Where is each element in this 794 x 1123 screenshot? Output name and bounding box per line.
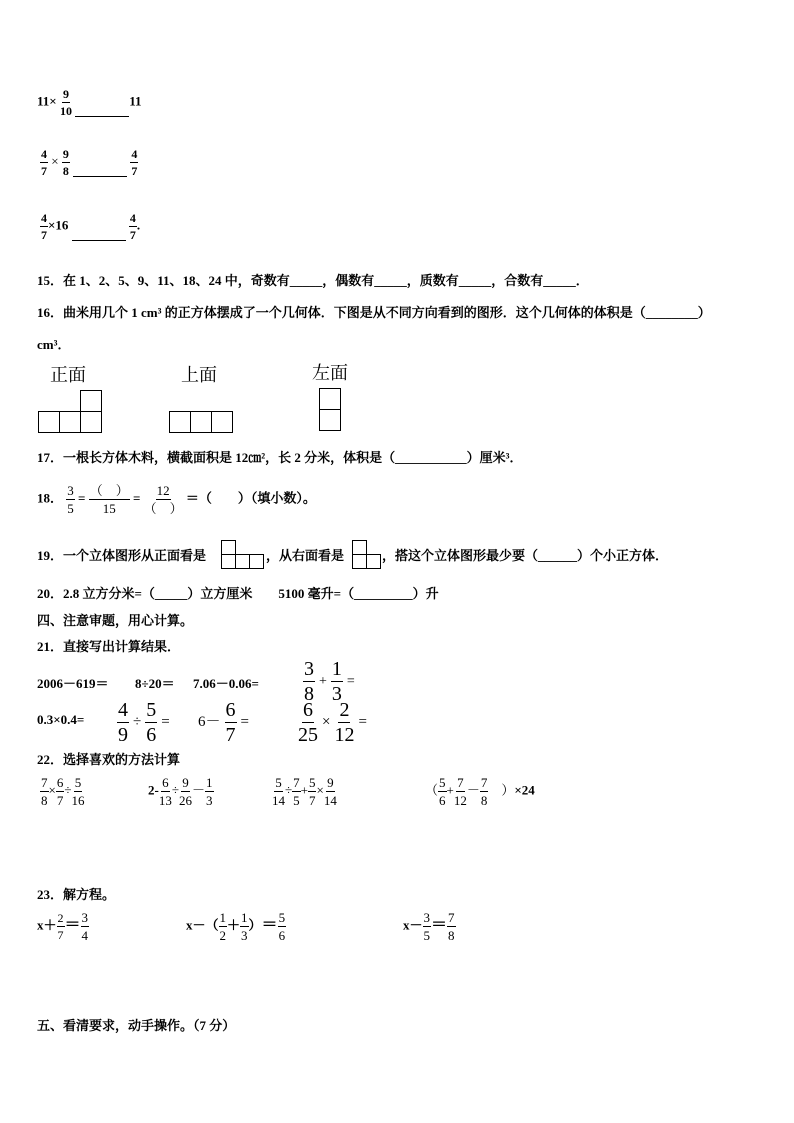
- q23-eq-3: x－ $\frac{3}{5}$ ＝ $\frac{7}{8}$: [403, 910, 455, 943]
- q23-eq-1: x＋ $\frac{2}{7}$ ＝ $\frac{3}{4}$: [37, 910, 89, 943]
- text: 11×: [37, 93, 57, 109]
- question-21-title: 21．直接写出计算结果．: [37, 639, 181, 654]
- compare-row-3: $\frac{4}{7}$ ×16 $\frac{4}{7}$ .: [41, 211, 141, 242]
- compare-row-2: $\frac{4}{7}$ × $\frac{9}{8}$ $\frac{4}{7}$: [41, 147, 138, 178]
- front-view-label: 正面: [50, 365, 86, 386]
- question-15: 15．在 1、2、5、9、11、18、24 中，奇数有_____，偶数有_____，质数有_____，合数有_____．: [37, 273, 589, 288]
- q21-expr-4: $\frac{3}{8}$ + $\frac{1}{3}$ =: [304, 658, 355, 705]
- q21-expr-7: 6－ $\frac{6}{7}$ =: [198, 699, 249, 746]
- answer-blank[interactable]: [72, 240, 126, 241]
- question-19-part3: ，搭这个立体图形最少要（______）个小正方体．: [382, 548, 669, 563]
- q22-expr-2: 2- $\frac{6}{13}$ ÷ $\frac{9}{26}$ － $\frac{1}{3}$: [148, 775, 213, 808]
- section-5-heading: 五、看清要求，动手操作。（7 分）: [37, 1018, 236, 1033]
- question-19-part2: ，从右面看是: [266, 548, 345, 563]
- question-19-part1: 19．一个立体图形从正面看是: [37, 548, 207, 563]
- question-16: 16．曲米用几个 1 cm³ 的正方体摆成了一个几何体．下图是从不同方向看到的图形．这个几何体的体积是（________）: [37, 305, 711, 320]
- fraction: $\frac{4}{7}$: [41, 211, 47, 242]
- fraction: $\frac{4}{7}$: [131, 147, 138, 178]
- fraction: $\frac{4}{7}$: [129, 211, 136, 242]
- q21-expr-2: 8÷20＝: [135, 676, 175, 691]
- answer-blank[interactable]: [75, 116, 129, 117]
- left-view-label: 左面: [312, 363, 348, 384]
- question-17: 17．一根长方体木料，横截面积是 12㎝²，长 2 分米，体积是（___________）厘米³．: [37, 450, 523, 465]
- section-4-heading: 四、注意审题，用心计算。: [37, 613, 194, 628]
- q22-expr-1: $\frac{7}{8}$ × $\frac{6}{7}$ ÷ $\frac{5}{16}$: [41, 775, 85, 808]
- fraction: $\frac{9}{10}$: [59, 87, 72, 118]
- fraction: $\frac{9}{8}$: [62, 147, 69, 178]
- question-23-title: 23．解方程。: [37, 887, 116, 902]
- q21-expr-6: $\frac{4}{9}$ ÷ $\frac{5}{6}$ =: [118, 699, 170, 746]
- q23-eq-2: x－（ $\frac{1}{2}$ ＋ $\frac{1}{3}$ ）＝ $\frac{5}{6}$: [186, 910, 286, 943]
- q22-expr-3: $\frac{5}{14}$ ÷ $\frac{7}{5}$ + $\frac{5}{7}$ × $\frac{9}{14}$: [272, 775, 337, 808]
- compare-row-1: 11× $\frac{9}{10}$ 11: [37, 87, 142, 118]
- q21-expr-3: 7.06－0.06=: [193, 676, 259, 691]
- q21-expr-8: $\frac{6}{25}$ × $\frac{2}{12}$ =: [298, 699, 367, 746]
- q21-expr-1: 2006－619＝: [37, 676, 109, 691]
- question-20: 20．2.8 立方分米=（_____）立方厘米 5100 毫升=（_________）升: [37, 586, 439, 601]
- top-view-label: 上面: [181, 365, 217, 386]
- q22-expr-4: （ $\frac{5}{6}$ + $\frac{7}{12}$ － $\frac{7}{8}$ ）×24: [425, 775, 535, 808]
- question-22-title: 22．选择喜欢的方法计算: [37, 752, 181, 767]
- q21-expr-5: 0.3×0.4=: [37, 712, 85, 727]
- question-16-unit: cm³．: [37, 337, 71, 352]
- question-18: 18． $\frac{3}{5}$ = $\frac{( )}{15}$ = $\frac{12}{( )}$ ＝（ ）（填小数）。: [37, 483, 316, 516]
- answer-blank[interactable]: [73, 176, 127, 177]
- fraction: $\frac{4}{7}$: [41, 147, 47, 178]
